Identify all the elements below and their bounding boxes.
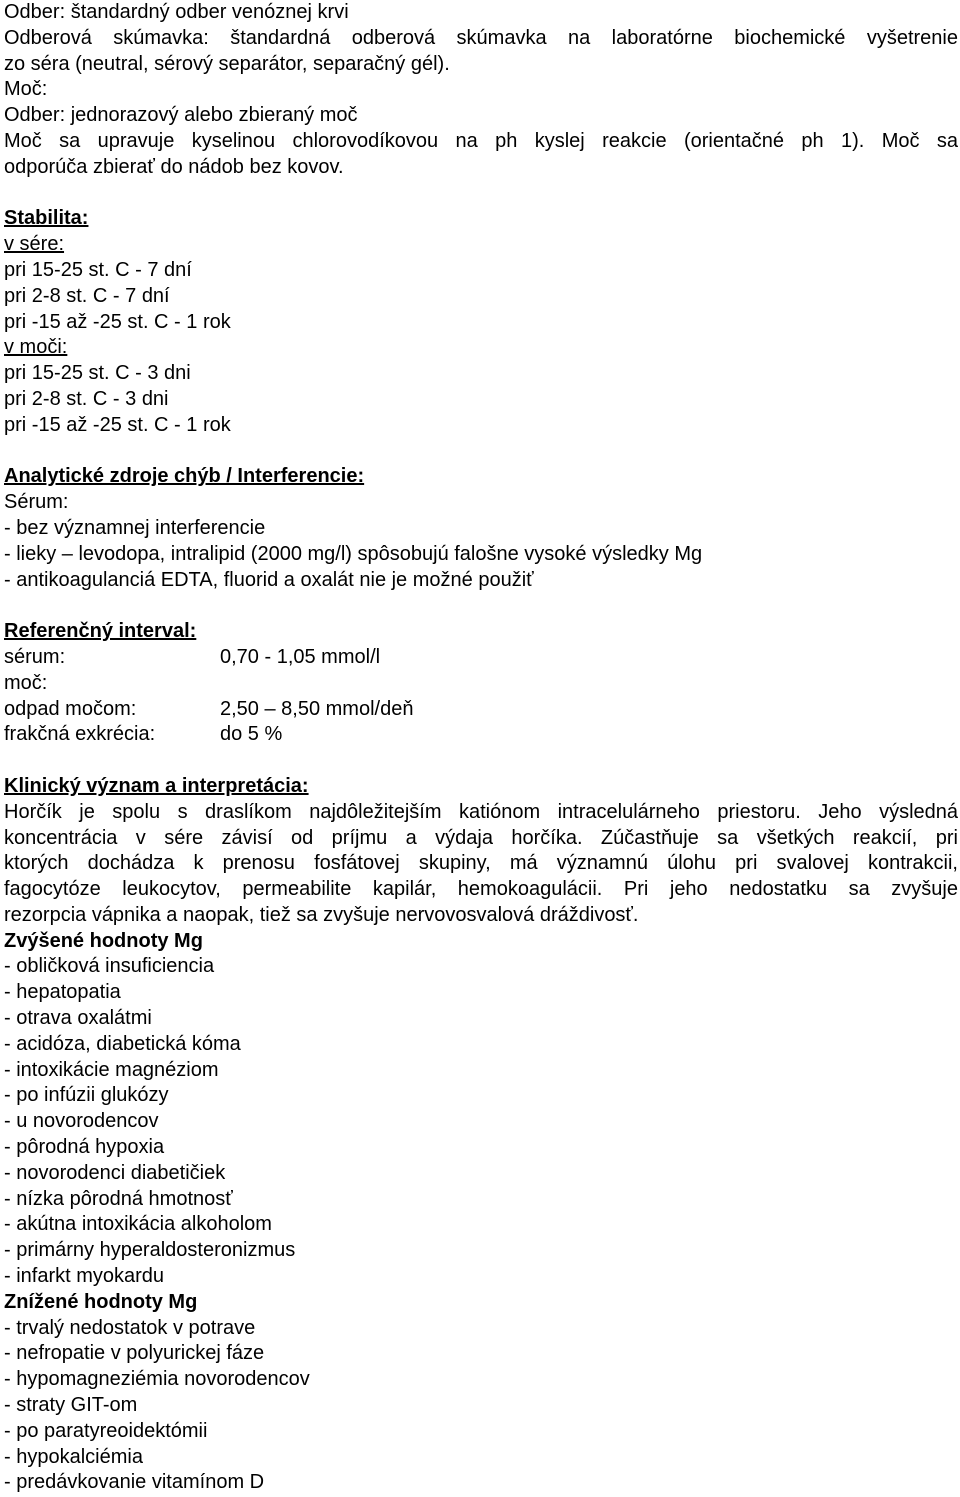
stability-serum-item: pri 2-8 st. C - 7 dní xyxy=(4,284,170,307)
stability-urine-item: pri 2-8 st. C - 3 dni xyxy=(4,387,169,410)
intro-line: Odberová skúmavka: štandardná odberová skúmavka na laboratórne biochemické vyšetrenie xyxy=(4,26,958,49)
reference-value: do 5 % xyxy=(220,723,283,746)
increased-item: - novorodenci diabetičiek xyxy=(4,1161,226,1184)
stability-urine-item: pri -15 až -25 st. C - 1 rok xyxy=(4,413,231,436)
increased-item: - hepatopatia xyxy=(4,981,121,1004)
interferences-serum-label: Sérum: xyxy=(4,491,69,514)
increased-item: - infarkt myokardu xyxy=(4,1265,165,1288)
reference-label: sérum: xyxy=(4,645,66,668)
decreased-item: - hypomagneziémia novorodencov xyxy=(4,1368,310,1391)
interference-item: - antikoagulanciá EDTA, fluorid a oxalát nie je možné použiť xyxy=(4,568,534,591)
decreased-item: - trvalý nedostatok v potrave xyxy=(4,1316,256,1339)
decreased-item: - po paratyreoidektómii xyxy=(4,1419,208,1442)
reference-row xyxy=(4,645,958,671)
increased-item: - nízka pôrodná hmotnosť xyxy=(4,1187,233,1210)
increased-heading: Zvýšené hodnoty Mg xyxy=(4,929,203,952)
interference-item: - bez významnej interferencie xyxy=(4,516,266,539)
stability-section xyxy=(4,206,958,438)
stability-heading: Stabilita: xyxy=(4,207,89,230)
spacer xyxy=(4,593,958,619)
increased-item: - otrava oxalátmi xyxy=(4,1007,152,1030)
decreased-item: - hypokalciémia xyxy=(4,1445,143,1468)
reference-value: 0,70 - 1,05 mmol/l xyxy=(220,645,381,668)
spacer xyxy=(4,439,958,465)
reference-row xyxy=(4,671,958,697)
interferences-section xyxy=(4,464,958,593)
spacer xyxy=(4,748,958,774)
interferences-heading: Analytické zdroje chýb / Interferencie: xyxy=(4,465,365,488)
clinical-paragraph-line: Horčík je spolu s draslíkom najdôležitejším katiónom intracelulárneho priestoru. Jeho výsledná xyxy=(4,800,958,823)
increased-item: - po infúzii glukózy xyxy=(4,1084,169,1107)
intro-line: zo séra (neutral, sérový separátor, separačný gél). xyxy=(4,52,450,75)
reference-section xyxy=(4,619,958,748)
intro-line: odporúča zbierať do nádob bez kovov. xyxy=(4,155,344,178)
stability-urine-label: v moči: xyxy=(4,336,68,359)
clinical-paragraph-line: koncentrácia v sére závisí od príjmu a výdaja horčíka. Zúčastňuje sa všetkých reakcií, pri xyxy=(4,826,958,849)
clinical-heading: Klinický význam a interpretácia: xyxy=(4,774,309,797)
spacer xyxy=(4,181,958,207)
decreased-heading: Znížené hodnoty Mg xyxy=(4,1290,198,1313)
reference-value: 2,50 – 8,50 mmol/deň xyxy=(220,697,414,720)
increased-item: - pôrodná hypoxia xyxy=(4,1136,165,1159)
stability-serum-label: v sére: xyxy=(4,233,65,256)
stability-serum-item: pri -15 až -25 st. C - 1 rok xyxy=(4,310,231,333)
increased-item: - acidóza, diabetická kóma xyxy=(4,1032,241,1055)
document-page xyxy=(4,0,958,1496)
intro-line: Moč sa upravuje kyselinou chlorovodíkovou na ph kyslej reakcie (orientačné ph 1). Moč sa xyxy=(4,129,958,152)
decreased-item: - straty GIT-om xyxy=(4,1394,138,1417)
reference-label: odpad močom: xyxy=(4,697,137,720)
reference-label: moč: xyxy=(4,671,48,694)
increased-item: - intoxikácie magnéziom xyxy=(4,1058,219,1081)
intro-line: Moč: xyxy=(4,78,48,101)
reference-label: frakčná exkrécia: xyxy=(4,723,156,746)
increased-item: - u novorodencov xyxy=(4,1110,159,1133)
reference-heading: Referenčný interval: xyxy=(4,620,197,643)
interference-item: - lieky – levodopa, intralipid (2000 mg/l) spôsobujú falošne vysoké výsledky Mg xyxy=(4,542,703,565)
intro-line: Odber: jednorazový alebo zbieraný moč xyxy=(4,104,358,127)
clinical-paragraph-line: ktorých dochádza k prenosu fosfátovej skupiny, má významnú úlohu pri svalovej kontrakcii, xyxy=(4,852,958,875)
intro-section xyxy=(4,0,958,181)
decreased-item: - predávkovanie vitamínom D xyxy=(4,1471,265,1494)
stability-urine-item: pri 15-25 st. C - 3 dni xyxy=(4,362,191,385)
intro-line: Odber: štandardný odber venóznej krvi xyxy=(4,1,349,23)
reference-row xyxy=(4,697,958,723)
clinical-section xyxy=(4,774,958,1496)
stability-serum-item: pri 15-25 st. C - 7 dní xyxy=(4,258,192,281)
increased-item: - obličková insuficiencia xyxy=(4,955,215,978)
increased-item: - primárny hyperaldosteronizmus xyxy=(4,1239,296,1262)
decreased-item: - nefropatie v polyurickej fáze xyxy=(4,1342,265,1365)
clinical-paragraph-line: fagocytóze leukocytov, permeabilite kapilár, hemokoagulácii. Pri jeho nedostatku sa zvyšuje xyxy=(4,878,958,901)
clinical-paragraph-line: rezorpcia vápnika a naopak, tiež sa zvyšuje nervovosvalová dráždivosť. xyxy=(4,903,639,926)
reference-row xyxy=(4,722,958,748)
increased-item: - akútna intoxikácia alkoholom xyxy=(4,1213,272,1236)
